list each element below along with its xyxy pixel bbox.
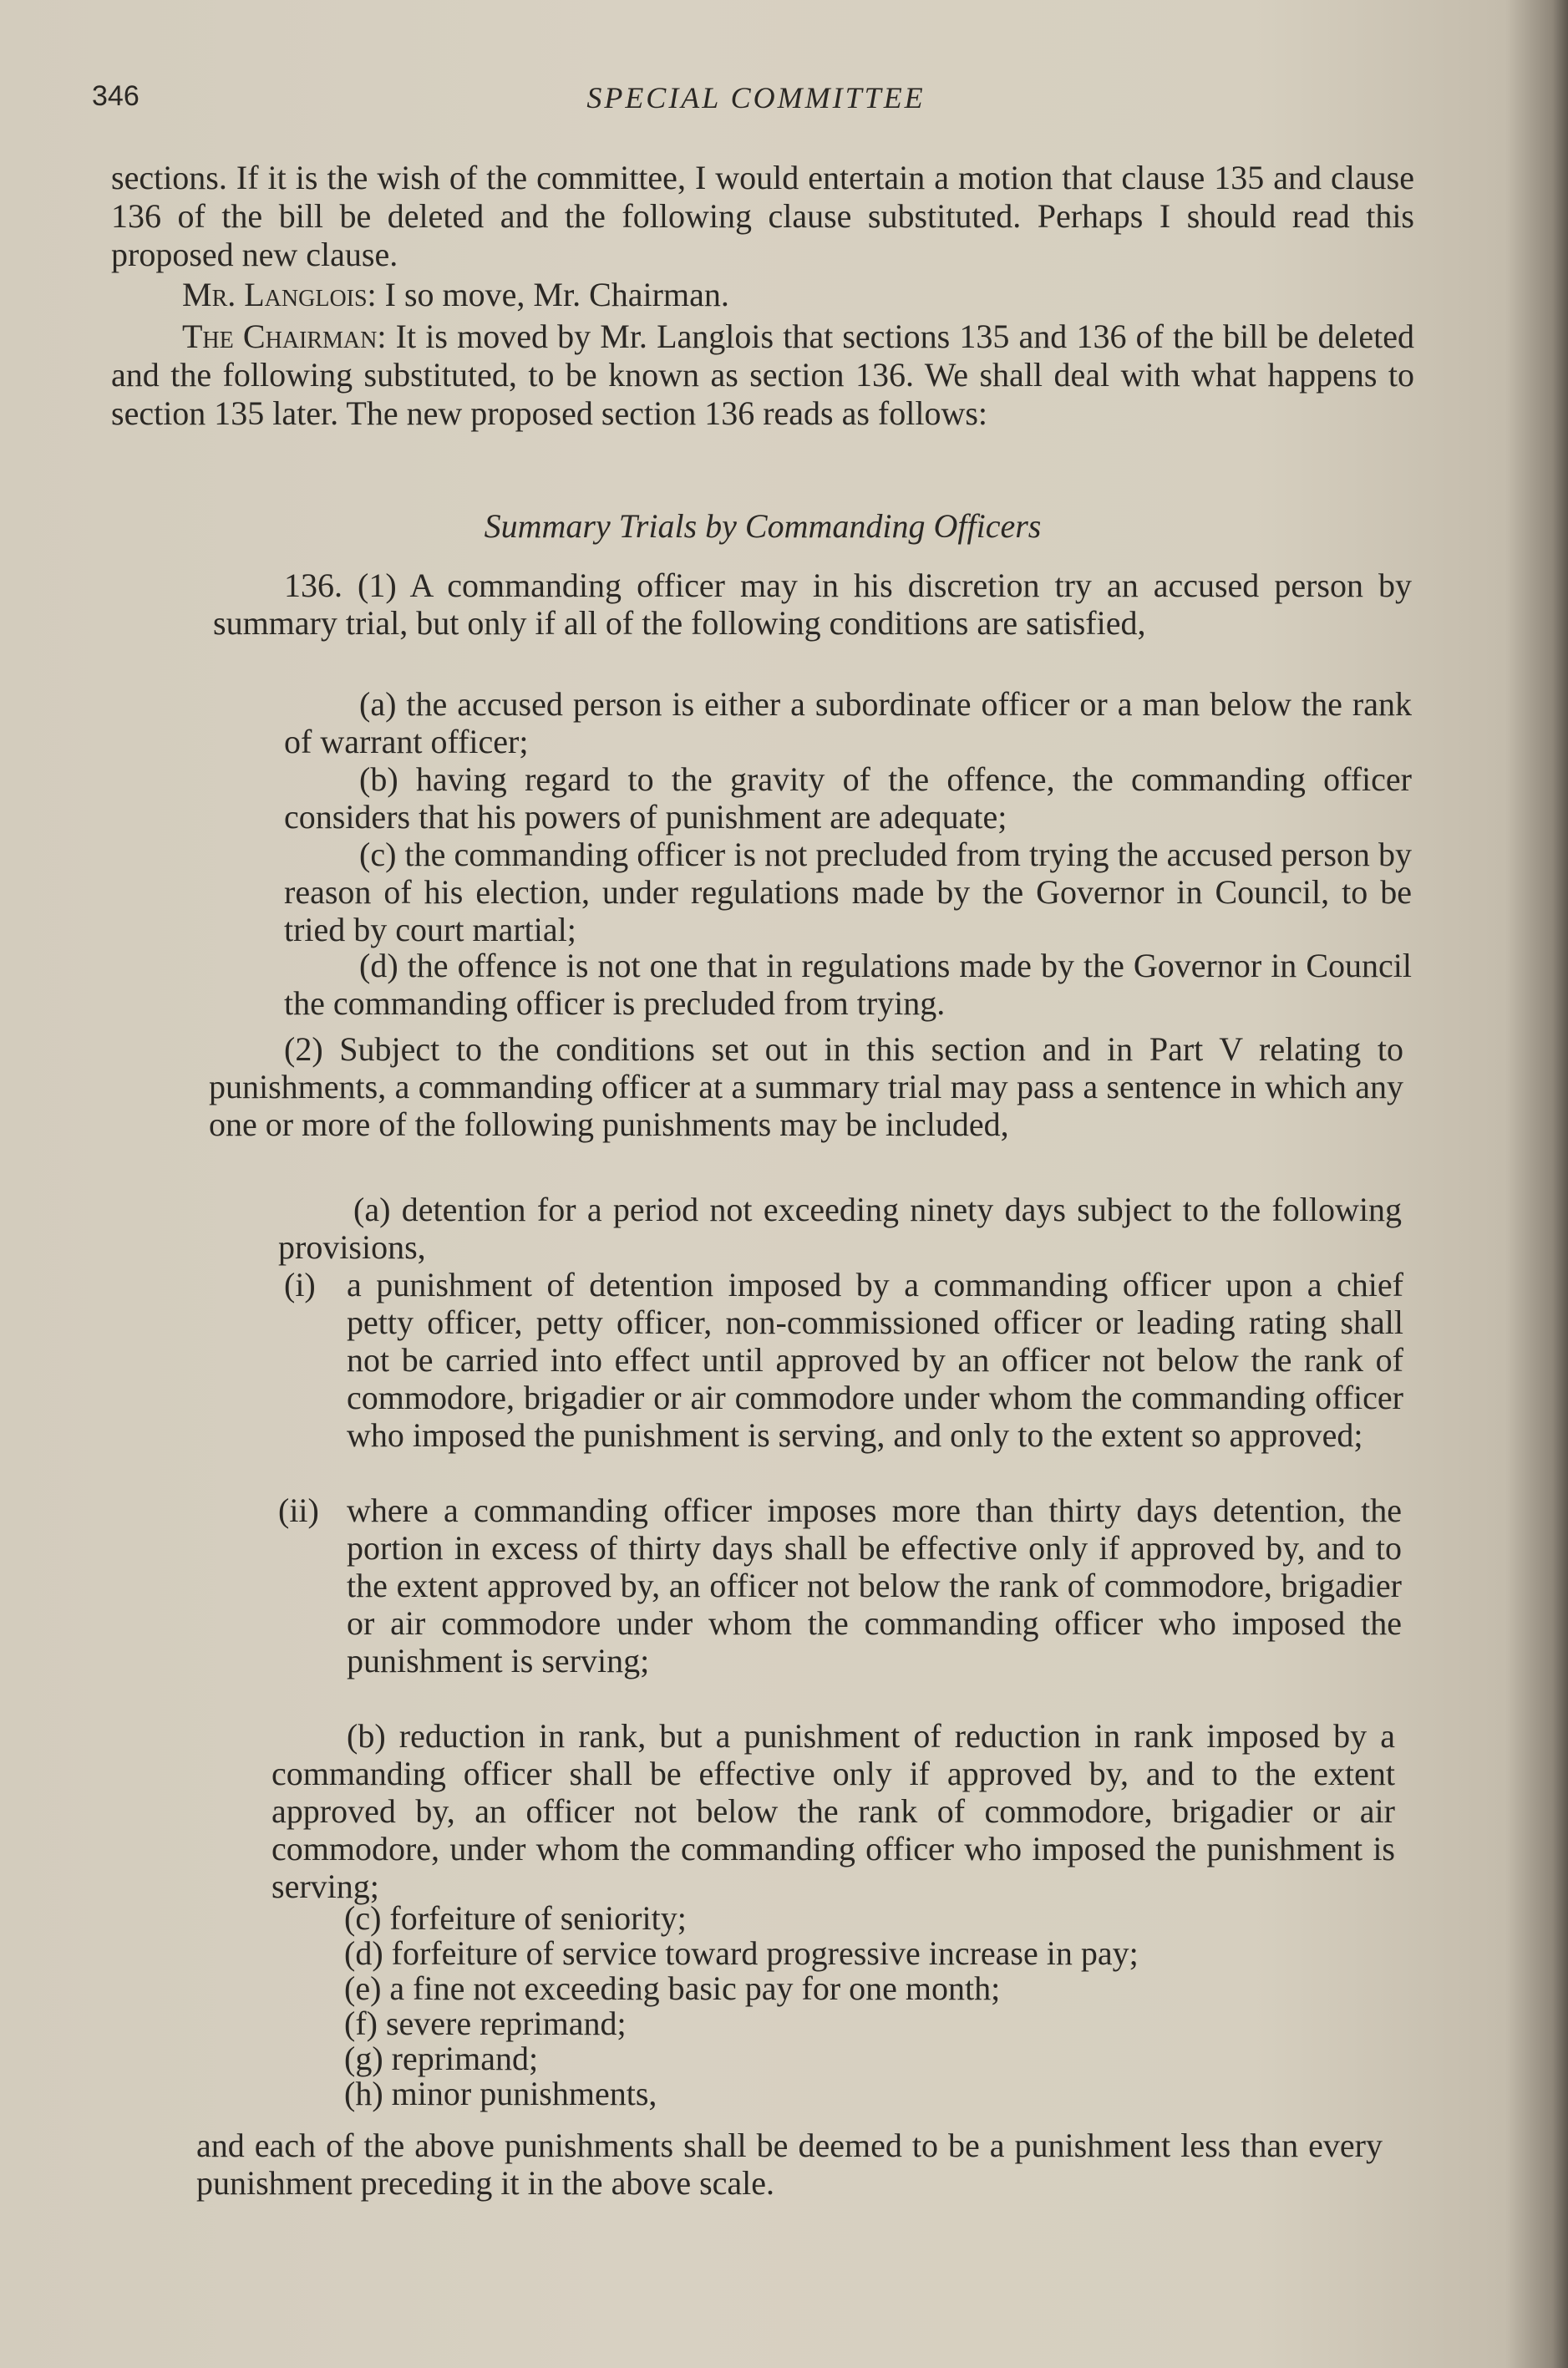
subclause-i <box>284 1266 1403 1454</box>
page-header <box>92 80 1420 127</box>
subclause-text: where a commanding officer imposes more than thirty days detention, the portion in excess of thirty days shall be effective only if approved by, and to the extent approved by, an officer not below the rank of commodore, brigadier or air commodore under whom the commanding officer who imposed the punishment is serving; <box>347 1491 1402 1679</box>
clause-136-2-e: (e) a fine not exceeding basic pay for one month; <box>344 1969 1001 2007</box>
clause-136-2-a: (a) detention for a period not exceeding ninety days subject to the following provisions, <box>278 1191 1402 1266</box>
clause-136-1 <box>213 567 1412 642</box>
paragraph-motion <box>111 276 1414 314</box>
closing-paragraph: and each of the above punishments shall be deemed to be a punishment less than every punishment preceding it in the above scale. <box>196 2127 1383 2202</box>
clause-136-2-c: (c) forfeiture of seniority; <box>344 1899 687 1937</box>
running-head: SPECIAL COMMITTEE <box>586 81 926 114</box>
clause-136-2: (2) Subject to the conditions set out in this section and in Part V relating to punishments, a commanding officer at a summary trial may pass a sentence in which any one or more of the following punishments may be included, <box>209 1030 1403 1143</box>
clause-136-2-h: (h) minor punishments, <box>344 2075 657 2112</box>
paragraph-chairman <box>111 318 1414 433</box>
clause-136-1-b: (b) having regard to the gravity of the offence, the commanding officer considers that his powers of punishment are adequate; <box>284 760 1412 836</box>
speech-text: I so move, Mr. Chairman. <box>376 276 729 313</box>
subclause-number: (ii) <box>278 1491 319 1529</box>
punishment-list <box>344 1901 1139 2111</box>
speaker-name: Mr. Langlois: <box>182 276 377 313</box>
speech-text: It is moved by Mr. Langlois that sections 135 and 136 of the bill be deleted and the following substituted, to be known as section 136. We shall deal with what happens to section 135 later. The new proposed section 136 reads as follows: <box>111 318 1414 432</box>
clause-136-2-f: (f) severe reprimand; <box>344 2005 627 2042</box>
section-heading: Summary Trials by Commanding Officers <box>484 507 1042 545</box>
clause-136-2-d: (d) forfeiture of service toward progressive increase in pay; <box>344 1934 1139 1972</box>
clause-136-1-d: (d) the offence is not one that in regulations made by the Governor in Council the commanding officer is precluded from trying. <box>284 947 1412 1022</box>
clause-text: 136. (1) A commanding officer may in his discretion try an accused person by summary trial, but only if all of the following conditions are satisfied, <box>213 567 1412 642</box>
clause-136-2-g: (g) reprimand; <box>344 2040 539 2077</box>
clause-136-1-a: (a) the accused person is either a subordinate officer or a man below the rank of warrant officer; <box>284 685 1412 760</box>
subclause-text: a punishment of detention imposed by a commanding officer upon a chief petty officer, petty officer, non-commissioned officer or leading rating shall not be carried into effect until approved by an officer not below the rank of commodore, brigadier or air commodore under whom the commanding officer who imposed the punishment is serving, and only to the extent so approved; <box>347 1266 1403 1454</box>
subclause-ii <box>278 1491 1402 1679</box>
clause-136-2-b: (b) reduction in rank, but a punishment of reduction in rank imposed by a commanding officer shall be effective only if approved by, and to the extent approved by, an officer not below the rank of commodore, brigadier or air commodore, under whom the commanding officer who imposed the punishment is serving; <box>271 1717 1395 1905</box>
subclause-number: (i) <box>284 1266 316 1303</box>
speaker-name: The Chairman: <box>182 318 387 355</box>
paragraph-intro: sections. If it is the wish of the committee, I would entertain a motion that clause 135 and clause 136 of the bill be deleted and the following clause substituted. Perhaps I should read this proposed new clause. <box>111 159 1414 273</box>
clause-136-1-c: (c) the commanding officer is not precluded from trying the accused person by reason of his election, under regulations made by the Governor in Council, to be tried by court martial; <box>284 836 1412 948</box>
page-number: 346 <box>92 80 140 112</box>
